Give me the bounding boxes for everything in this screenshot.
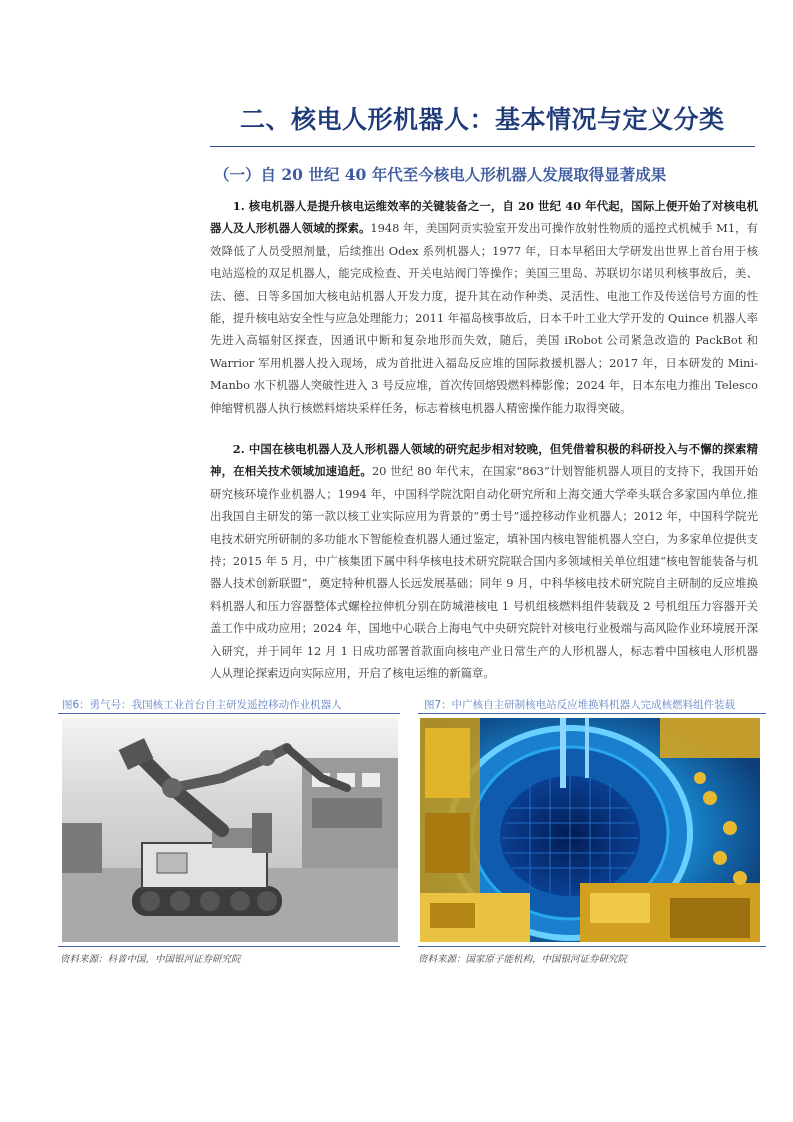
paragraph-2-body: 20 世纪 80 年代末，在国家“863”计划智能机器人项目的支持下，我国开始研究核环境作业机器人；1994 年，中国科学院沈阳自动化研究所和上海交通大学牵头联合多家国内单位,推出我国自主研发的第一款以核工业实际应用为背景的“勇士号”遥控移动作业机器人；2012 年，中国科学院光电技术研究所研制的多功能水下智能检查机器人通过鉴定，填补国内核电智能机器人空白，为多家单位提供支持；2015 年 5 月，中广核集团下属中科华核电技术研究院联合国内多领域相关单位组建“核电智能装备与机器人技术创新联盟”，奠定特种机器人长远发展基础；同年 9 月，中科华核电技术研究院自主研制的反应堆换料机器人和压力容器整体式螺栓拉伸机分别在防城港核电 1 号机组核燃料组件装载及 2 号机组压力容器开关盖工作中成功应用；2024 年，国地中心联合上海电气中央研究院针对核电行业极端与高风险作业环境展开深入研究，并于同年 12 月 1 日成功部署首款面向核电产业日常生产的人形机器人，标志着中国核电人形机器人从理论探索迈向实际应用，开启了核电运维的新篇章。 xyxy=(210,464,758,681)
figure-6-robot-photo xyxy=(62,718,398,942)
paragraph-1 xyxy=(210,195,758,419)
figure-6-source: 资料来源：科普中国，中国银河证券研究院 xyxy=(60,954,241,965)
figure-6-title: 图6：勇气号：我国核工业首台自主研发遥控移动作业机器人 xyxy=(62,699,342,711)
figure-7-top-rule xyxy=(418,713,766,714)
reactor-photo-image xyxy=(420,718,760,942)
figure-7-bottom-rule xyxy=(418,946,766,947)
section-title-underline xyxy=(210,146,755,147)
section-title: 二、核电人形机器人：基本情况与定义分类 xyxy=(240,105,725,134)
paragraph-1-body: 1948 年，美国阿贡实验室开发出可操作放射性物质的遥控式机械手 M1，有效降低了人员受照剂量，后续推出 Odex 系列机器人；1977 年，日本早稻田大学研发出世界上首台用于核电站巡检的双足机器人，能完成检查、开关电站阀门等操作；美国三里岛、苏联切尔诺贝利核事故后，美、法、德、日等多国加大核电站机器人开发力度，提升其在动作种类、灵活性、电池工作及传送信号方面的性能，提升核电站安全性与应急处理能力；2011 年福岛核事故后，日本千叶工业大学开发的 Quince 机器人率先进入高辐射区探查，因通讯中断和复杂地形而失效，随后，美国 iRobot 公司紧急改造的 PackBot 和 Warrior 军用机器人投入现场，成为首批进入福岛反应堆的国际救援机器人；2017 年，日本研发的 Mini-Manbo 水下机器人突破性进入 3 号反应堆，首次传回熔毁燃料棒影像；2024 年，日本东电力推出 Telesco 伸缩臂机器人执行核燃料熔块采样任务，标志着核电机器人精密操作能力取得突破。 xyxy=(210,221,758,415)
figure-7-title: 图7：中广核自主研制核电站反应堆换料机器人完成核燃料组件装载 xyxy=(424,699,736,711)
figure-7-source: 资料来源：国家原子能机构，中国银河证券研究院 xyxy=(418,954,628,965)
paragraph-2 xyxy=(210,438,758,684)
subsection-title: （一）自 20 世纪 40 年代至今核电人形机器人发展取得显著成果 xyxy=(214,165,667,184)
paragraph-2-lead: 2. 中国在核电机器人及人形机器人领域的研究起步相对较晚，但凭借着积极的科研投入与不懈的探索精神，在相关技术领域加速追赶。 xyxy=(210,442,758,479)
figure-6-bottom-rule xyxy=(58,946,400,947)
figure-7-reactor-photo xyxy=(420,718,760,942)
robot-photo-image xyxy=(62,718,398,942)
figure-6-top-rule xyxy=(58,713,400,714)
paragraph-1-lead: 1. 核电机器人是提升核电运维效率的关键装备之一，自 20 世纪 40 年代起，国际上便开始了对核电机器人及人形机器人领域的探索。 xyxy=(210,199,758,236)
